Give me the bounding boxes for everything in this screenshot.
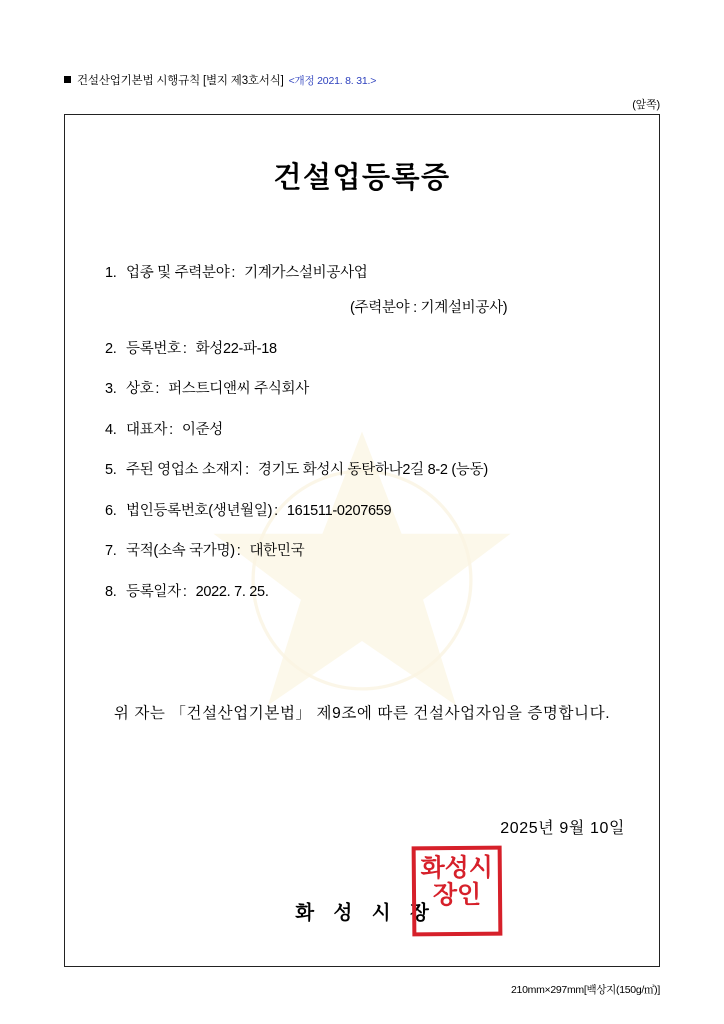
field-number: 8. xyxy=(105,583,117,600)
field-value: 퍼스트디앤씨 주식회사 xyxy=(168,381,309,397)
form-revision-text: <개정 2021. 8. 31.> xyxy=(288,75,377,87)
seal-line-1: 화성시 xyxy=(420,854,494,883)
seal-line-2: 장인 xyxy=(432,881,482,909)
field-separator: : xyxy=(182,340,187,357)
field-row xyxy=(105,458,633,479)
field-separator: : xyxy=(245,462,249,478)
field-number: 6. xyxy=(105,502,117,519)
field-separator: : xyxy=(236,543,241,559)
field-value: 대한민국 xyxy=(249,543,305,559)
field-separator: : xyxy=(231,265,236,281)
field-number: 2. xyxy=(105,340,117,357)
field-number: 1. xyxy=(105,265,117,281)
field-label: 국적(소속 국가명) xyxy=(126,543,235,559)
field-separator: : xyxy=(274,502,278,519)
official-seal-stamp xyxy=(412,846,503,937)
issuer-name: 화 성 시 장 xyxy=(295,902,436,924)
field-value: 이준성 xyxy=(181,421,223,438)
field-number: 3. xyxy=(105,381,117,397)
form-header xyxy=(64,72,376,88)
certificate-box xyxy=(64,114,660,967)
certificate-title: 건설업등록증 xyxy=(273,162,451,194)
field-separator: : xyxy=(169,421,173,438)
certification-statement: 위 자는 「건설산업기본법」 제9조에 따른 건설사업자임을 증명합니다. xyxy=(113,705,611,722)
form-regulation-text: 건설산업기본법 시행규칙 [별지 제3호서식] xyxy=(77,75,284,87)
field-label: 법인등록번호(생년월일) xyxy=(126,502,273,519)
field-row xyxy=(105,337,633,358)
field-label: 등록일자 xyxy=(126,583,181,600)
field-row xyxy=(105,539,633,560)
field-value: 경기도 화성시 동탄하나2길 8-2 (능동) xyxy=(257,462,488,478)
field-value: 2022. 7. 25. xyxy=(195,583,269,600)
field-subnote: (주력분야 : 기계설비공사) xyxy=(350,299,508,316)
field-label: 주된 영업소 소재지 xyxy=(126,462,244,478)
certificate-fields xyxy=(105,261,633,620)
field-row xyxy=(105,580,633,601)
field-label: 상호 xyxy=(126,381,154,397)
field-separator: : xyxy=(182,583,187,600)
field-label: 등록번호 xyxy=(126,340,181,357)
issue-date: 2025년 9월 10일 xyxy=(500,820,625,837)
field-label: 업종 및 주력분야 xyxy=(126,265,230,281)
field-separator: : xyxy=(155,381,160,397)
field-value: 화성22-파-18 xyxy=(195,340,277,357)
field-label: 대표자 xyxy=(126,421,168,438)
field-row xyxy=(105,261,633,282)
field-number: 5. xyxy=(105,462,117,478)
front-side-mark: (앞쪽) xyxy=(632,99,660,111)
field-row xyxy=(105,499,633,520)
field-row xyxy=(105,377,633,398)
field-number: 7. xyxy=(105,543,117,559)
field-value: 161511-0207659 xyxy=(286,502,392,519)
field-number: 4. xyxy=(105,421,117,438)
square-bullet-icon xyxy=(64,76,71,83)
paper-specification: 210mm×297mm[백상지(150g/㎡)] xyxy=(511,984,660,996)
field-value: 기계가스설비공사업 xyxy=(244,265,368,281)
field-row xyxy=(105,418,633,439)
